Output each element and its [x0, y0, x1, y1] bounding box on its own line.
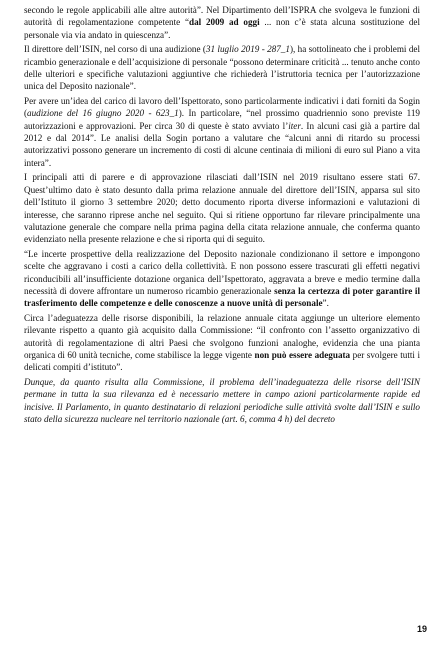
- body-text: [24, 4, 420, 425]
- paragraph-2: Il direttore dell’ISIN, nel corso di una audizione (31 luglio 2019 - 287_1), ha sottolineato che i problemi del ricambio generazionale e dell’acquisizione di personale “possono determinare criticità ... tenuto anche conto delle ulteriori e specifiche valutazioni aggiuntive che richiederà l’istruttoria tecnica per l’autorizzazione unica del Deposito nazionale”.: [24, 44, 420, 92]
- bold-run: senza la certezza di poter garantire il trasferimento delle competenze e delle conoscenze a nuove unità di personale: [24, 285, 420, 309]
- paragraph-1: secondo le regole applicabili alle altre autorità”. Nel Dipartimento dell’ISPRA che svolgeva le funzioni di autorità di regolamentazione competente “dal 2009 ad oggi ... non c’è stata alcuna sostituzione del personale via via andato in quiescenza”.: [24, 5, 420, 40]
- bold-run: dal 2009 ad oggi: [189, 17, 260, 28]
- italic-run: 31 luglio 2019 - 287_1: [205, 44, 290, 55]
- paragraph-5-quote: “Le incerte prospettive della realizzazione del Deposito nazionale condizionano il settore e impongono scelte che aggravano i costi a carico della collettività. E non possono essere trascurati gli effetti negativi riconducibili all’insufficiente dotazione organica dell’Ispettorato, aggravata a breve e medio termine dalla necessità di dovere affrontare un numeroso ricambio generazionale senza la certezza di poter garantire il trasferimento delle competenze e delle conoscenze a nuove unità di personale”.: [24, 248, 420, 309]
- paragraph-6: Circa l’adeguatezza delle risorse disponibili, la relazione annuale citata aggiunge un ulteriore elemento rilevante rispetto a quanto già acquisito dalla Commissione: “il confronto con l’assetto organizzativo di autorità di regolamentazione di altri Paesi che svolgono funzioni analoghe, evidenzia che una pianta organica di 60 unità tecniche, come stabilisce la legge vigente non può essere adeguata per svolgere tutti i delicati compiti d’istituto”.: [24, 312, 420, 373]
- italic-run: audizione del 16 giugno 2020 - 623_1: [27, 108, 179, 119]
- paragraph-4: I principali atti di parere e di approvazione rilasciati dall’ISIN nel 2019 risultano essere stati 67. Quest’ultimo dato è stato desunto dalla prima relazione annuale del direttore dell’ISIN, apparsa sul sito dell’Istituto il giorno 3 settembre 2020; detto documento riporta diverse informazioni e valutazioni di interesse, che saranno riprese anche nel seguito. Qui si ritiene opportuno far rilevare principalmente una valutazione generale che compare nella prima pagina della citata relazione annuale, che conferma quanto evidenziato nella presente relazione e che si riporta qui di seguito.: [24, 172, 420, 245]
- italic-run: Dunque, da quanto risulta alla Commissione, il problema dell’inadeguatezza delle risorse dell’ISIN permane in tutta la sua rilevanza ed è necessario mettere in campo azioni particolarmente rapide ed incisive. Il Parlamento, in quanto destinatario di relazioni periodiche sulle attività svolte dall’ISIN e sullo stato della sicurezza nucleare nel territorio nazionale (art. 6, comma 4 h) del decreto: [24, 376, 420, 424]
- italic-run: iter: [288, 120, 301, 131]
- page-number: 19: [416, 624, 427, 634]
- bold-run: non può essere adeguata: [254, 349, 351, 360]
- paragraph-3: Per avere un’idea del carico di lavoro dell’Ispettorato, sono particolarmente indicativi i dati forniti da Sogin (audizione del 16 giugno 2020 - 623_1). In particolare, “nel prossimo quadriennio sono previste 119 autorizzazioni e approvazioni. Per circa 30 di queste è stato avviato l’iter. In alcuni casi già a partire dal 2012 e dal 2014”. Le analisi della Sogin portano a valutare che “alcuni anni di ritardo su processi autorizzativi possono generare un incremento di costi di alcune centinaia di milioni di euro sul Piano a vita intera”.: [24, 95, 420, 168]
- paragraph-7: [24, 376, 420, 426]
